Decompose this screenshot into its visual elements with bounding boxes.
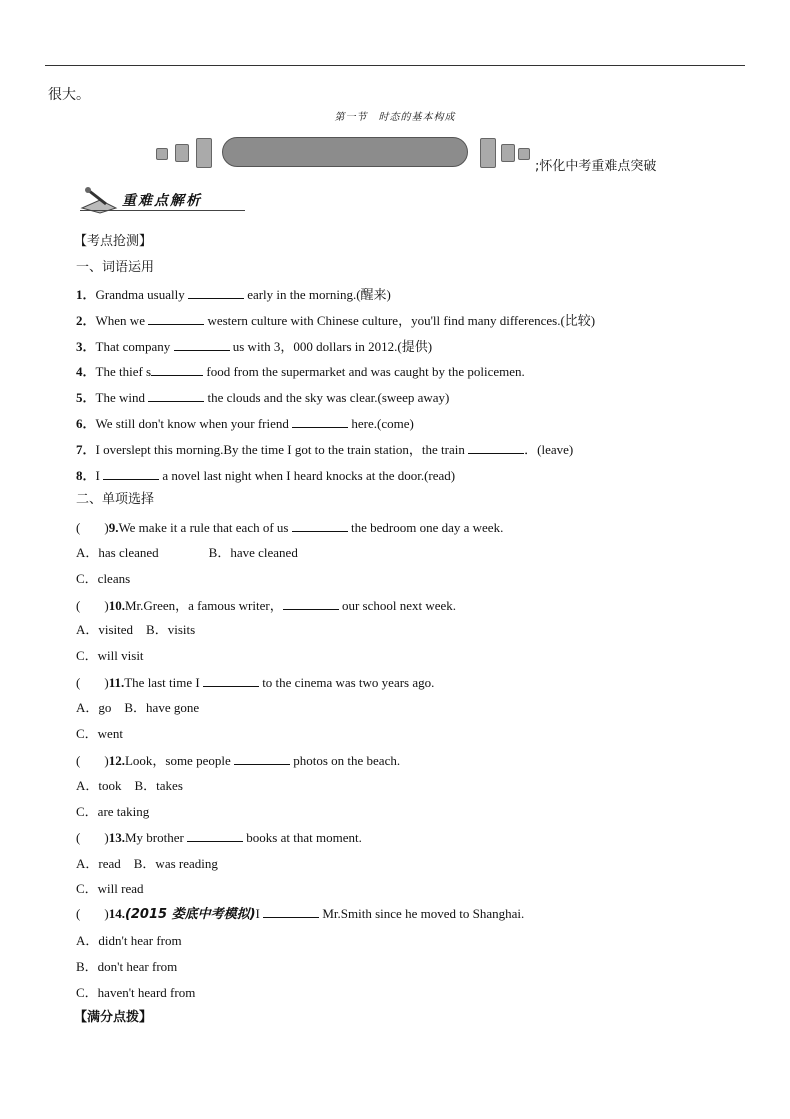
list-item: 8．I a novel last night when I heard knocks at the door.(read) <box>76 468 456 483</box>
question-12: ( )12.Look，some people photos on the beach. <box>76 753 401 768</box>
continuation-text: 很大。 <box>48 87 90 103</box>
part2-heading: 二、单项选择 <box>76 492 155 507</box>
banner-square-icon <box>518 148 530 160</box>
option-row: A．has cleaned B．have cleaned <box>76 545 298 560</box>
option-row: A．visited B．visits <box>76 622 196 637</box>
option-row: B．don't hear from <box>76 959 178 974</box>
option-row: C．went <box>76 726 123 741</box>
option-row: A．took B．takes <box>76 778 183 793</box>
option-row: C．are taking <box>76 804 150 819</box>
sub-banner-rule <box>80 210 245 211</box>
banner-square-icon <box>501 144 515 162</box>
question-11: ( )11.The last time I to the cinema was two years ago. <box>76 675 435 690</box>
list-item: 2．When we western culture with Chinese culture，you'll find many differences.(比较) <box>76 313 596 328</box>
sub-banner-label: 重难点解析 <box>122 193 202 209</box>
banner-square-icon <box>175 144 189 162</box>
part1-heading: 一、词语运用 <box>76 260 155 275</box>
question-9: ( )9.We make it a rule that each of us the bedroom one day a week. <box>76 520 504 535</box>
list-item: 1．Grandma usually early in the morning.(醒来) <box>76 287 391 302</box>
option-row: C．will visit <box>76 648 144 663</box>
list-item: 5．The wind the clouds and the sky was clear.(sweep away) <box>76 390 450 405</box>
banner-square-icon <box>156 148 168 160</box>
option-row: C．cleans <box>76 571 131 586</box>
option-row: C．will read <box>76 881 144 896</box>
kaodian-heading: 【考点抢测】 <box>74 234 153 249</box>
banner-label: ;怀化中考重难点突破 <box>535 159 657 174</box>
banner-pill <box>222 137 468 167</box>
option-row: A．didn't hear from <box>76 933 182 948</box>
list-item: 6．We still don't know when your friend here.(come) <box>76 416 414 431</box>
section-title: 第一节 时态的基本构成 <box>334 112 456 123</box>
manfen-heading: 【满分点拨】 <box>74 1010 153 1025</box>
option-row: C．haven't heard from <box>76 985 196 1000</box>
sub-banner <box>80 186 250 218</box>
question-13: ( )13.My brother books at that moment. <box>76 830 362 845</box>
list-item: 4．The thief s food from the supermarket and was caught by the policemen. <box>76 364 525 379</box>
question-14: ( )14.(2015 娄底中考模拟)I Mr.Smith since he moved to Shanghai. <box>76 906 525 922</box>
top-rule <box>45 65 745 66</box>
option-row: A．read B．was reading <box>76 856 218 871</box>
list-item: 3．That company us with 3，000 dollars in 2012.(提供) <box>76 339 433 354</box>
section-banner <box>150 135 530 171</box>
option-row: A．go B．have gone <box>76 700 200 715</box>
list-item: 7．I overslept this morning.By the time I got to the train station，the train ．(leave) <box>76 442 574 457</box>
banner-square-icon <box>196 138 212 168</box>
question-10: ( )10.Mr.Green，a famous writer， our school next week. <box>76 598 457 613</box>
banner-square-icon <box>480 138 496 168</box>
